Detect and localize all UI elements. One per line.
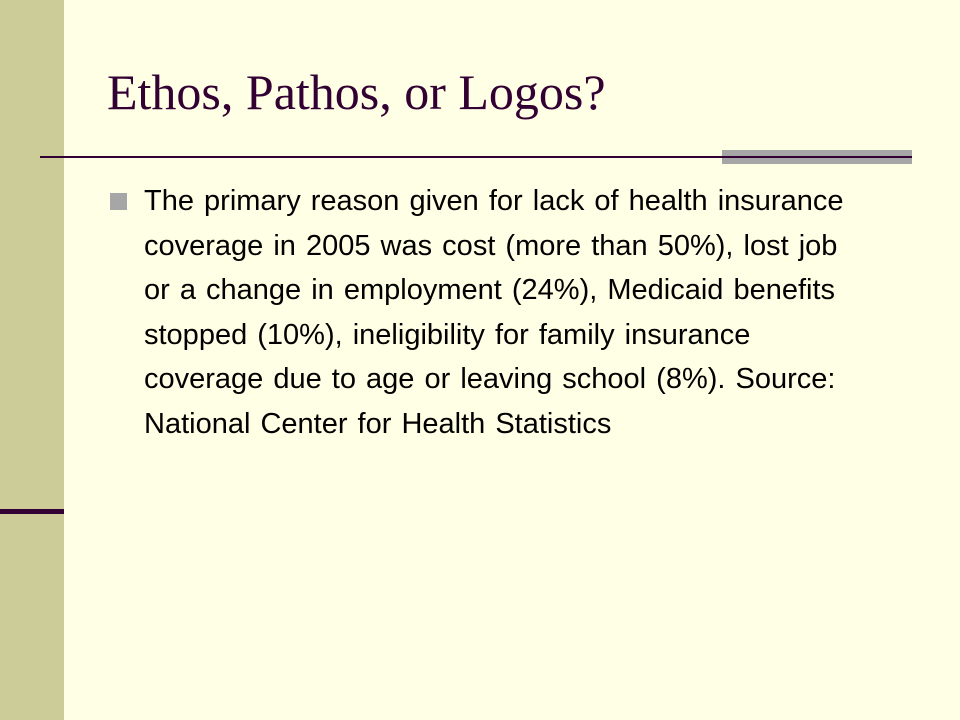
slide-title: Ethos, Pathos, or Logos?	[107, 64, 606, 120]
bullet-text: The primary reason given for lack of health insurance coverage in 2005 was cost (more than 50%), lost job or a change in employment (24%), Medicaid benefits stopped (10%), ineligibility for family insurance coverage due to age or leaving school (8%). Source: National Center for Health Statistics	[144, 185, 844, 440]
left-accent-bar	[0, 509, 64, 514]
bullet-list	[108, 179, 868, 446]
square-bullet-icon	[110, 193, 127, 210]
left-decorative-band	[0, 0, 64, 720]
bullet-item	[108, 179, 868, 446]
title-underline-accent	[722, 150, 912, 164]
